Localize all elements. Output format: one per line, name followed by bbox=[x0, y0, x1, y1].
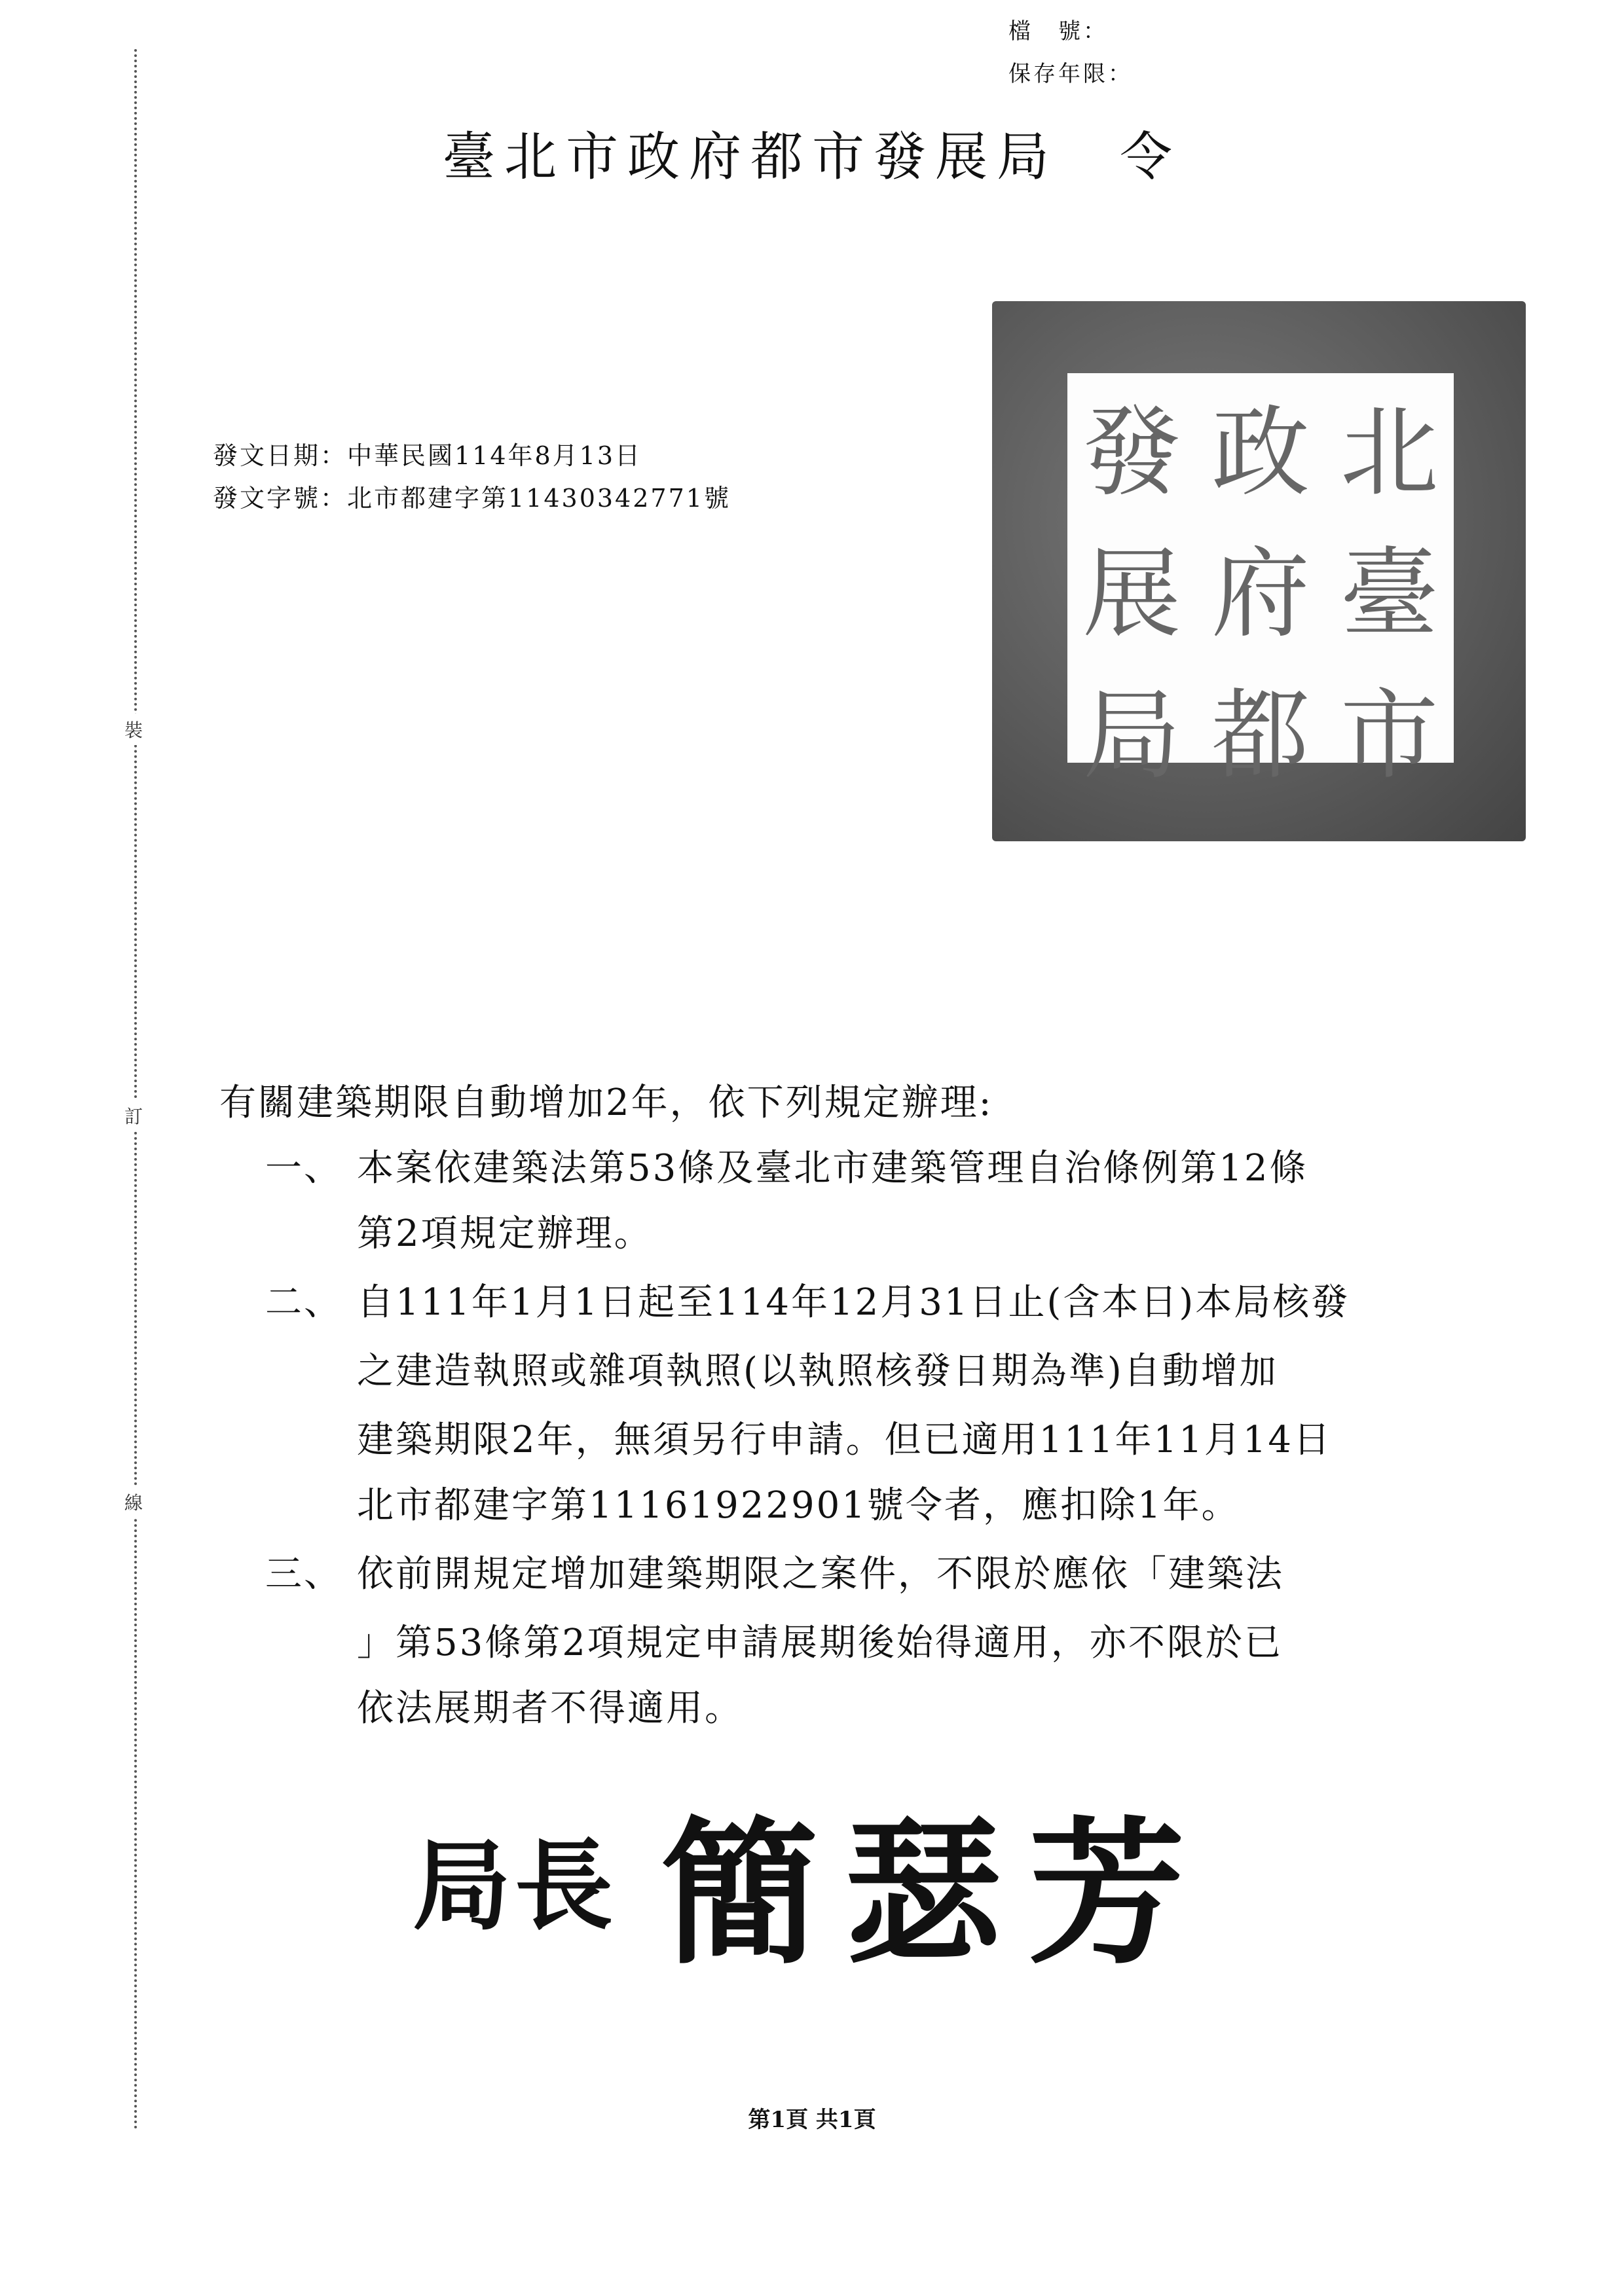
item-3-line-2: 」第53條第2項規定申請展期後始得適用，亦不限於已 bbox=[357, 1622, 1283, 1664]
seal-char: 發 bbox=[1082, 396, 1181, 510]
seal-char: 臺 bbox=[1340, 538, 1439, 651]
file-number-label: 檔 號： bbox=[1008, 18, 1108, 45]
page-number: 第1頁 共1頁 bbox=[748, 2107, 876, 2133]
binding-mark-bottom: 線 bbox=[124, 1486, 143, 1518]
seal-char: 展 bbox=[1082, 538, 1181, 651]
binding-mark-middle: 訂 bbox=[124, 1100, 143, 1131]
seal-char: 北 bbox=[1340, 396, 1439, 510]
binding-line bbox=[134, 49, 137, 2131]
binding-mark-top: 裝 bbox=[124, 714, 143, 745]
seal-char: 政 bbox=[1211, 396, 1310, 510]
official-seal-text bbox=[1067, 373, 1454, 793]
item-1-line-2: 第2項規定辦理。 bbox=[357, 1212, 653, 1255]
body-intro: 有關建築期限自動增加2年，依下列規定辦理: bbox=[219, 1082, 993, 1124]
seal-char: 府 bbox=[1211, 538, 1310, 651]
seal-char: 市 bbox=[1340, 679, 1439, 793]
issue-number: 發文字號：北市都建字第11430342771號 bbox=[213, 484, 731, 513]
item-3-line-3: 依法展期者不得適用。 bbox=[357, 1687, 743, 1730]
item-3-number: 三、 bbox=[265, 1553, 342, 1595]
item-2-line-1: 自111年1月1日起至114年12月31日止(含本日)本局核發 bbox=[357, 1281, 1350, 1324]
item-3-line-1: 依前開規定增加建築期限之案件，不限於應依「建築法 bbox=[357, 1553, 1284, 1595]
item-2-line-2: 之建造執照或雜項執照(以執照核發日期為準)自動增加 bbox=[357, 1350, 1278, 1393]
signatory-title: 局長 bbox=[413, 1829, 618, 1944]
item-1-line-1: 本案依建築法第53條及臺北市建築管理自治條例第12條 bbox=[357, 1147, 1308, 1190]
seal-char: 局 bbox=[1082, 679, 1181, 793]
retention-label: 保存年限： bbox=[1008, 61, 1133, 87]
item-2-line-4: 北市都建字第11161922901號令者，應扣除1年。 bbox=[357, 1484, 1240, 1527]
seal-char: 都 bbox=[1211, 679, 1310, 793]
item-2-line-3: 建築期限2年，無須另行申請。但已適用111年11月14日 bbox=[357, 1419, 1333, 1461]
issue-date: 發文日期：中華民國114年8月13日 bbox=[213, 441, 642, 470]
item-1-number: 一、 bbox=[265, 1147, 342, 1190]
item-2-number: 二、 bbox=[265, 1281, 342, 1324]
signatory-name: 簡瑟芳 bbox=[661, 1801, 1212, 1986]
document-title: 臺北市政府都市發展局 令 bbox=[443, 126, 1181, 187]
